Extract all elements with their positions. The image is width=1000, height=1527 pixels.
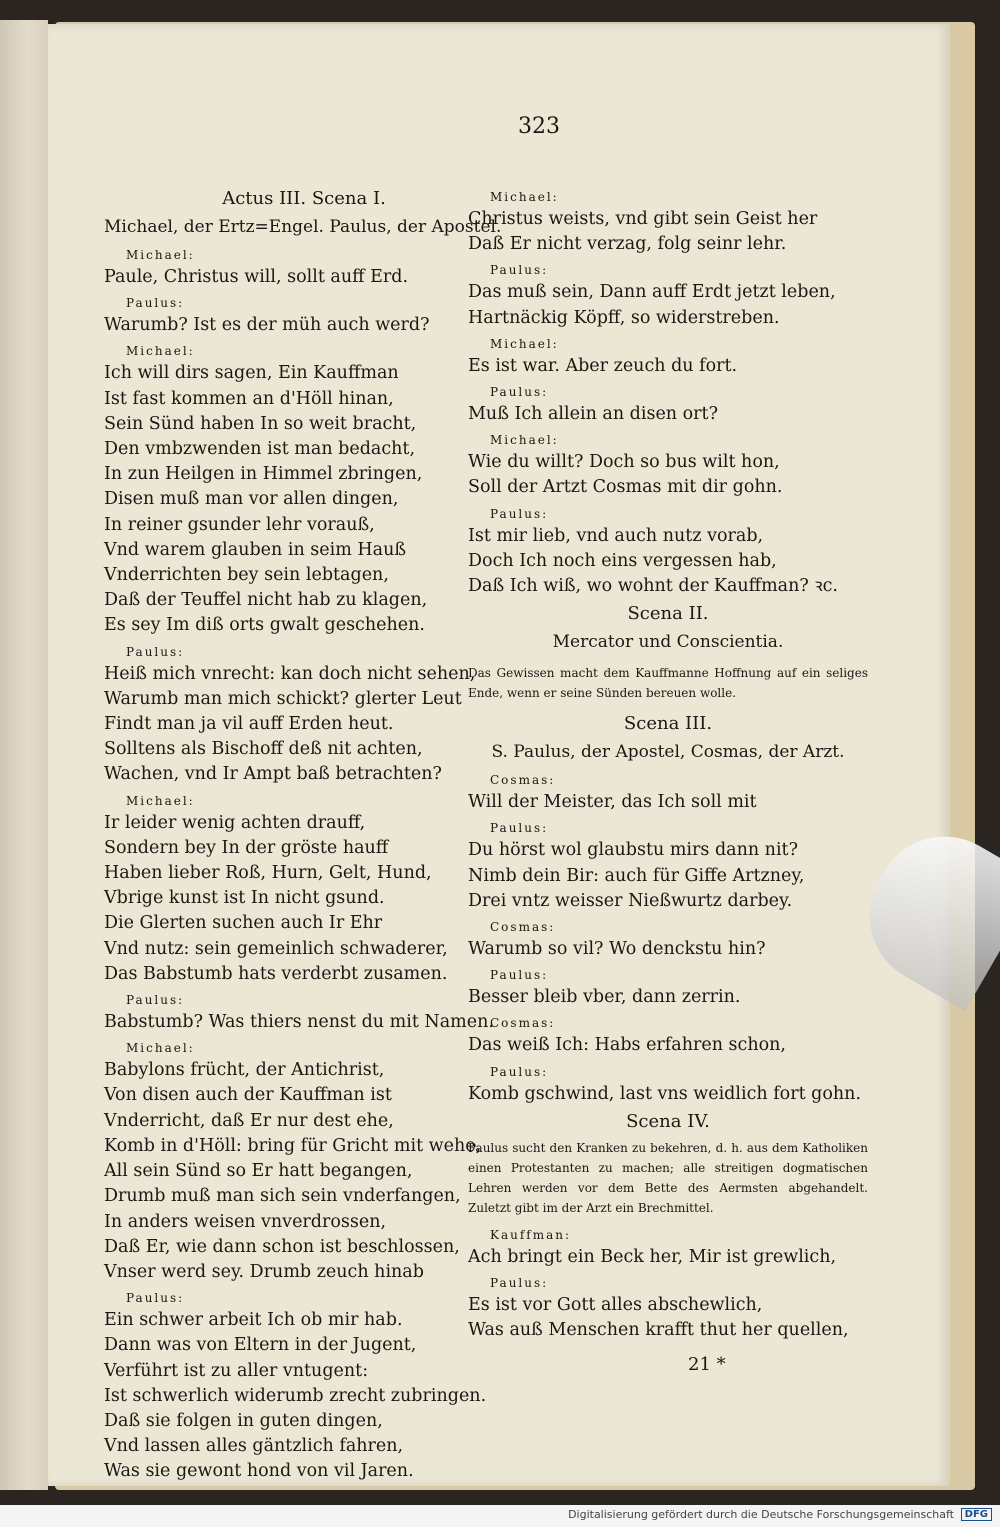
right-column-speaker: Paulus: [490,263,549,278]
right-column-speaker: Cosmas: [490,773,556,788]
left-column-line: Ich will dirs sagen, Ein Kauffman [104,363,399,384]
right-column-speaker: Cosmas: [490,920,556,935]
book-page [48,24,950,1486]
left-column-line: Es sey Im diß orts gwalt geschehen. [104,615,425,636]
left-column-line: Heiß mich vnrecht: kan doch nicht sehen, [104,663,476,684]
right-column-line: Soll der Artzt Cosmas mit dir gohn. [468,477,783,498]
right-column-line: Daß Er nicht verzag, folg seinr lehr. [468,234,787,255]
right-column-line: Will der Meister, das Ich soll mit [468,792,757,813]
left-column-line: Dann was von Eltern in der Jugent, [104,1335,417,1356]
left-column-line: Daß Er, wie dann schon ist beschlossen, [104,1236,460,1257]
right-column-speaker: Michael: [490,336,559,351]
left-column-line: Drumb muß man sich sein vnderfangen, [104,1186,461,1207]
left-column-line: Vbrige kunst ist In nicht gsund. [104,888,385,909]
right-column-stage: Das Gewissen macht dem Kauffmanne Hoffnung auf ein seliges Ende, wenn er seine Sünden bereuen wolle. [468,666,868,701]
left-column-line: In anders weisen vnverdrossen, [104,1211,387,1232]
left-column-line: Komb in d'Höll: bring für Gricht mit wehe, [104,1135,482,1156]
right-column-line: Was auß Menschen krafft thut her quellen, [468,1320,849,1341]
right-column-stage: Paulus sucht den Kranken zu bekehren, d. h. aus dem Katholiken einen Protestanten zu machen; alle streitigen dogmatischen Lehren werden vor dem Bette des Aermsten abgehandelt. Zuletzt gibt im der Arzt ein Brechmittel. [468,1140,868,1215]
right-column-line: Hartnäckig Köpff, so widerstreben. [468,307,780,328]
signature-mark: 21 * [688,1354,726,1375]
right-column-speaker: Paulus: [490,1064,549,1079]
right-column-line: Das weiß Ich: Habs erfahren schon, [468,1035,786,1056]
right-column-line: Wie du willt? Doch so bus wilt hon, [468,452,780,473]
left-column-line: Die Glerten suchen auch Ir Ehr [104,913,383,934]
footer-text: Digitalisierung gefördert durch die Deutsche Forschungsgemeinschaft [568,1508,954,1521]
left-column-line: Ist schwerlich widerumb zrecht zubringen. [104,1385,487,1406]
right-column-line: Doch Ich noch eins vergessen hab, [468,550,777,571]
left-column-line: Vnser werd sey. Drumb zeuch hinab [104,1261,424,1282]
right-column-line: Daß Ich wiß, wo wohnt der Kauffman? ꝛc. [468,576,838,597]
left-column [104,184,504,1485]
left-column-line: Warumb man mich schickt? glerter Leut [104,688,462,709]
right-column-line: Ist mir lieb, vnd auch nutz vorab, [468,525,764,546]
left-column-cast: Michael, der Ertz=Engel. Paulus, der Apostel. [104,217,502,237]
left-column-line: Den vmbzwenden ist man bedacht, [104,439,416,460]
left-column-speaker: Paulus: [126,1291,185,1306]
left-column-line: Findt man ja vil auff Erden heut. [104,714,394,735]
left-column-line: Vnd lassen alles gäntzlich fahren, [104,1436,404,1457]
left-column-line: Vnd warem glauben in seim Hauß [104,539,407,560]
right-column-speaker: Paulus: [490,1276,549,1291]
left-column-speaker: Michael: [126,793,195,808]
left-column-line: Von disen auch der Kauffman ist [104,1085,392,1106]
left-column-line: Warumb? Ist es der müh auch werd? [104,315,430,336]
left-column-line: Das Babstumb hats verderbt zusamen. [104,963,448,984]
right-column-cast: Mercator und Conscientia. [552,632,784,653]
right-column-cast: S. Paulus, der Apostel, Cosmas, der Arzt. [491,742,845,763]
right-column-line: Muß Ich allein an disen ort? [468,404,718,425]
right-column-speaker: Michael: [490,190,559,204]
footer-bar [0,1505,1000,1527]
right-column-speaker: Paulus: [490,821,549,836]
left-column-line: Vnderricht, daß Er nur dest ehe, [104,1110,394,1131]
right-column-speaker: Paulus: [490,968,549,983]
left-column-speaker: Paulus: [126,644,185,659]
right-column-heading: Scena IV. [626,1110,710,1132]
right-column-speaker: Michael: [490,433,559,448]
right-column-line: Das muß sein, Dann auff Erdt jetzt leben, [468,282,836,303]
right-column-line: Ach bringt ein Beck her, Mir ist grewlich, [468,1246,837,1267]
right-column-line: Besser bleib vber, dann zerrin. [468,987,741,1008]
left-column-speaker: Paulus: [126,296,185,311]
left-column-line: Ist fast kommen an d'Höll hinan, [104,388,394,409]
right-column-speaker: Kauffman: [490,1227,572,1242]
page-number: 323 [518,114,560,139]
right-column [468,184,868,1343]
left-column-speaker: Paulus: [126,993,185,1008]
right-column-line: Christus weists, vnd gibt sein Geist her [468,209,818,229]
left-column-line: Paule, Christus will, sollt auff Erd. [104,267,409,287]
left-column-line: Ir leider wenig achten drauff, [104,812,366,833]
left-column-line: Was sie gewont hond von vil Jaren. [104,1461,414,1482]
left-column-heading: Actus III. Scena I. [222,188,386,209]
right-column-line: Warumb so vil? Wo denckstu hin? [468,939,766,960]
right-column-speaker: Paulus: [490,385,549,400]
left-column-line: In zun Heilgen in Himmel zbringen, [104,464,423,485]
right-column-line: Du hörst wol glaubstu mirs dann nit? [468,840,798,861]
right-column-line: Nimb dein Bir: auch für Giffe Artzney, [468,865,805,886]
left-column-line: Babylons frücht, der Antichrist, [104,1060,385,1081]
left-column-line: Sein Sünd haben In so weit bracht, [104,413,417,434]
left-column-line: Vnd nutz: sein gemeinlich schwaderer, [104,938,448,959]
left-column-line: Daß sie folgen in guten dingen, [104,1410,383,1431]
left-column-line: Daß der Teuffel nicht hab zu klagen, [104,590,428,611]
left-column-line: Verführt ist zu aller vntugent: [104,1360,369,1381]
right-column-line: Komb gschwind, last vns weidlich fort gohn. [468,1083,862,1104]
left-column-line: In reiner gsunder lehr vorauß, [104,514,375,535]
right-column-speaker: Cosmas: [490,1016,556,1031]
left-column-line: Wachen, vnd Ir Ampt baß betrachten? [104,764,442,785]
left-column-line: Disen muß man vor allen dingen, [104,489,399,510]
right-column-heading: Scena III. [623,713,713,735]
right-column-heading: Scena II. [627,603,709,625]
right-column-line: Es ist war. Aber zeuch du fort. [468,355,738,376]
left-column-speaker: Michael: [126,248,195,262]
right-column-speaker: Paulus: [490,506,549,521]
left-column-line: Ein schwer arbeit Ich ob mir hab. [104,1310,403,1331]
left-column-line: Haben lieber Roß, Hurn, Gelt, Hund, [104,863,432,884]
right-column-line: Drei vntz weisser Nießwurtz darbey. [468,890,793,911]
left-column-speaker: Michael: [126,344,195,359]
left-column-line: Sondern bey In der gröste hauff [104,837,389,858]
left-column-line: Solltens als Bischoff deß nit achten, [104,739,423,760]
left-column-speaker: Michael: [126,1041,195,1056]
right-column-line: Es ist vor Gott alles abschewlich, [468,1295,763,1316]
left-column-line: All sein Sünd so Er hatt begangen, [104,1161,413,1182]
left-column-line: Babstumb? Was thiers nenst du mit Namen. [104,1012,494,1033]
adjacent-page-edge [0,20,48,1490]
left-column-line: Vnderrichten bey sein lebtagen, [104,565,389,586]
dfg-logo: DFG [961,1508,992,1521]
